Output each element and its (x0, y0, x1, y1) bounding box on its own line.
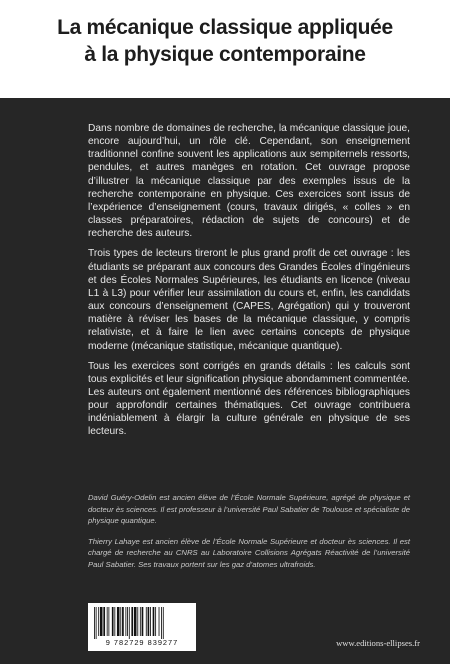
barcode-bar (153, 607, 155, 636)
barcode-bar (148, 607, 150, 636)
author-bio-1: David Guéry-Odelin est ancien élève de l’École Normale Supérieure, agrégé de physique et docteur ès sciences. Il est professeur à l’université Paul Sabatier de Toulouse et spécialiste de physique quantique. (88, 493, 410, 526)
barcode-bar (114, 607, 115, 636)
barcode-bar (96, 607, 97, 639)
book-title-line-2: à la physique contemporaine (84, 43, 366, 66)
barcode-bar (137, 607, 138, 636)
barcode-bar (94, 607, 95, 639)
barcode-bar (155, 607, 156, 636)
barcode-bar (140, 607, 141, 636)
author-bios (88, 492, 410, 580)
barcode-bar (98, 607, 99, 636)
publisher-website: www.editions-ellipses.fr (336, 638, 420, 648)
barcode-bar (103, 607, 105, 636)
barcode-bar (120, 607, 121, 636)
back-cover-description (88, 122, 410, 446)
barcode-bar (112, 607, 114, 636)
barcode-bar (129, 607, 130, 639)
barcode-bar (131, 607, 133, 636)
barcode-bar (108, 607, 109, 636)
book-title (0, 14, 450, 68)
barcode-bar (146, 607, 147, 636)
barcode-bar (127, 607, 128, 636)
description-paragraph-2: Trois types de lecteurs tireront le plus grand profit de cet ouvrage : les étudiants se préparant aux concours des Grandes Écoles d’ingénieurs et des Écoles Normales Supérieures, les étudiants en licence (niveau L1 à L3) pour vérifier leur assimilation du cours et, enfin, les candidats aux concours d’enseignement (CAPES, Agrégation) qui y trouveront matière à réviser les bases de la mécanique classique, y compris relativiste, et à faire le lien avec certains concepts de physique moderne (mécanique statistique, mécanique quantique). (88, 248, 410, 352)
barcode-bars (94, 607, 190, 639)
author-bio-2: Thierry Lahaye est ancien élève de l’École Normale Supérieure et docteur ès sciences. Il est chargé de recherche au CNRS au Laboratoire Collisions Agrégats Réactivité de l’université Paul Sabatier. Ses travaux portent sur les gaz d’atomes ultrafroids. (88, 536, 410, 569)
barcode-bar (161, 607, 162, 639)
barcode-bar (163, 607, 164, 639)
barcode-bar (125, 607, 126, 636)
isbn-barcode (88, 603, 196, 651)
barcode-bar (159, 607, 160, 636)
title-band (0, 0, 450, 98)
barcode-bar (142, 607, 144, 636)
barcode-bar (100, 607, 103, 636)
isbn-digits: 9 782729 839277 (105, 638, 179, 647)
description-paragraph-3: Tous les exercices sont corrigés en grands détails : les calculs sont tous explicités et leur signification physique abondamment commentée. Les auteurs ont également mentionné des références bibliographiques pour approfondir certaines thématiques. Cet ouvrage contribuera indéniablement à élargir la culture générale en physique de ses lecteurs. (88, 360, 410, 438)
barcode-bar (117, 607, 120, 636)
barcode-bar (107, 607, 108, 636)
book-title-line-1: La mécanique classique appliquée (57, 16, 393, 39)
barcode-bar (150, 607, 151, 636)
description-paragraph-1: Dans nombre de domaines de recherche, la mécanique classique joue, encore aujourd’hui, un rôle clé. Cependant, son enseignement traditionnel confine souvent les applications aux sempiternels ressorts, pendules, et autres manèges en rotation. Cet ouvrage propose d’illustrer la mécanique classique par des exemples issus de la recherche contemporaine en physique. Ces exercices sont issus de l’expérience d’enseignement (cours, travaux dirigés, « colles » en classes préparatoires, rédaction de sujets de concours) et de recherche des auteurs. (88, 123, 410, 240)
barcode-bar (122, 607, 124, 636)
barcode-bar (134, 607, 137, 636)
